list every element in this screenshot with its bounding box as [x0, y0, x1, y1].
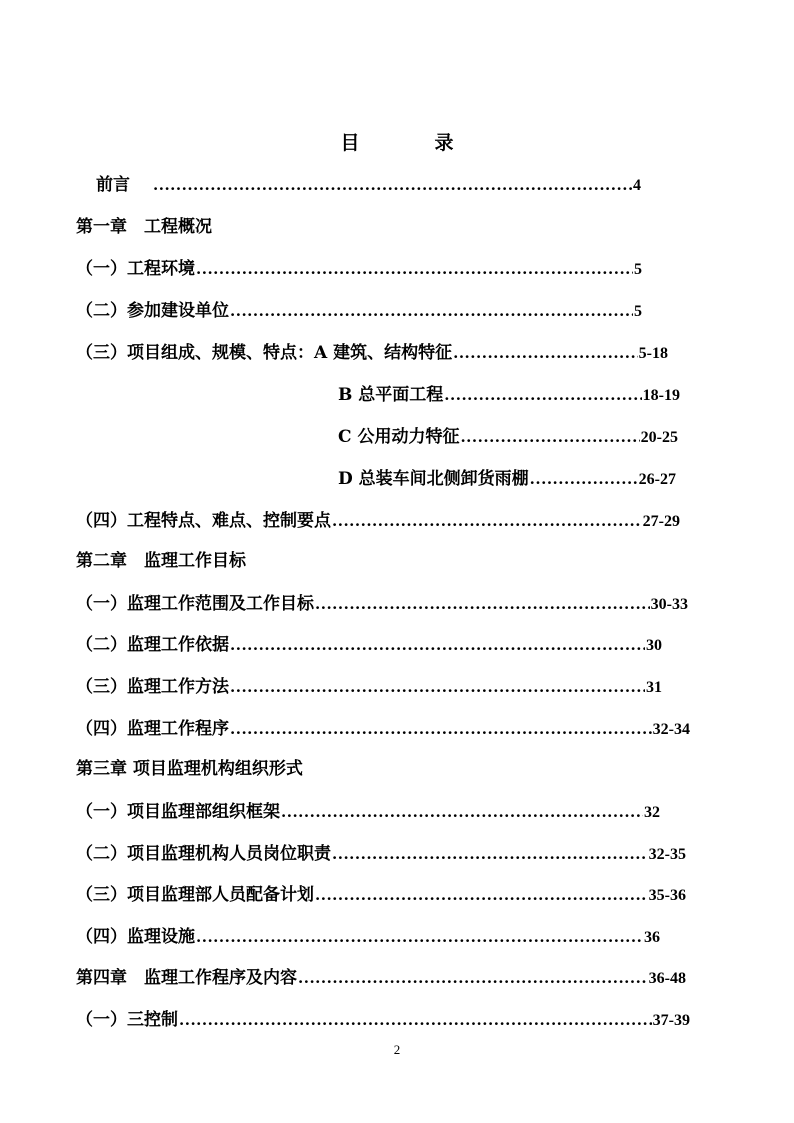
toc-leader-dots — [530, 470, 638, 488]
toc-leader-dots — [179, 1011, 652, 1029]
toc-entry-label: （二）项目监理机构人员岗位职责 — [76, 844, 331, 864]
toc-entry[interactable] — [76, 672, 662, 698]
toc-leader-dots — [444, 386, 641, 404]
toc-entry-label: C 公用动力特征 — [338, 427, 460, 447]
toc-entry-page: 32-35 — [648, 846, 686, 863]
toc-leader-dots — [332, 845, 648, 863]
toc-entry-label: D 总装车间北侧卸货雨棚 — [338, 469, 529, 489]
toc-entry[interactable] — [76, 254, 642, 280]
toc-entry-label: 第四章 监理工作程序及内容 — [76, 968, 297, 988]
toc-entry-page: 36 — [644, 929, 660, 946]
toc-leader-dots — [230, 636, 645, 654]
toc-entry-label: （四）监理工作程序 — [76, 719, 229, 739]
toc-entry-label: （一）项目监理部组织框架 — [76, 802, 280, 822]
toc-leader-dots — [460, 428, 639, 446]
toc-entry[interactable] — [338, 464, 676, 490]
toc-entry-page: 30-33 — [650, 596, 688, 613]
page-number: 2 — [393, 1042, 401, 1057]
toc-leader-dots — [281, 803, 643, 821]
toc-chapter-heading-1[interactable]: 第一章 工程概况 — [76, 217, 212, 237]
toc-entry-page: 35-36 — [648, 887, 686, 904]
toc-entry-label: （三）项目组成、规模、特点：A 建筑、结构特征 — [76, 343, 453, 363]
toc-leader-dots — [196, 928, 643, 946]
toc-chapter-heading-2[interactable]: 第二章 监理工作目标 — [76, 551, 246, 571]
toc-entry-page: 32 — [644, 804, 660, 821]
toc-entry-label: （三）监理工作方法 — [76, 677, 229, 697]
toc-entry[interactable] — [76, 714, 690, 740]
toc-leader-dots — [453, 344, 638, 362]
toc-entry-chapter-4[interactable] — [76, 963, 686, 989]
toc-entry-label: （四）监理设施 — [76, 927, 195, 947]
toc-leader-dots — [230, 302, 633, 320]
toc-entry-preface[interactable] — [96, 170, 641, 196]
toc-entry-label: （二）监理工作依据 — [76, 635, 229, 655]
toc-entry-page: 32-34 — [652, 721, 690, 738]
toc-entry[interactable] — [76, 880, 686, 906]
toc-entry[interactable] — [338, 380, 680, 406]
toc-entry-label: （一）工程环境 — [76, 259, 195, 279]
toc-entry-page: 5-18 — [638, 345, 668, 362]
toc-entry-label: B 总平面工程 — [338, 385, 444, 405]
toc-entry[interactable] — [76, 839, 686, 865]
toc-entry[interactable] — [76, 797, 660, 823]
toc-entry-page: 5 — [634, 261, 642, 278]
toc-leader-dots — [196, 260, 633, 278]
toc-entry-page: 20-25 — [640, 429, 678, 446]
toc-entry-page: 37-39 — [652, 1012, 690, 1029]
toc-entry[interactable] — [76, 506, 680, 532]
toc-entry-page: 31 — [646, 679, 662, 696]
toc-entry[interactable] — [76, 296, 642, 322]
toc-entry-page: 4 — [633, 177, 641, 194]
toc-entry-label: （四）工程特点、难点、控制要点 — [76, 511, 331, 531]
toc-leader-dots — [315, 886, 648, 904]
toc-entry-page: 5 — [634, 303, 642, 320]
toc-leader-dots — [153, 176, 632, 194]
toc-entry-label: 前言 — [96, 175, 130, 195]
toc-entry-label: （一）三控制 — [76, 1010, 178, 1030]
toc-entry-page: 18-19 — [642, 387, 680, 404]
toc-entry-page: 36-48 — [648, 970, 686, 987]
toc-leader-dots — [298, 969, 648, 987]
toc-entry[interactable] — [76, 589, 688, 615]
toc-entry[interactable] — [338, 422, 678, 448]
toc-entry-page: 26-27 — [638, 471, 676, 488]
toc-entry-label: （一）监理工作范围及工作目标 — [76, 594, 314, 614]
toc-leader-dots — [230, 678, 645, 696]
toc-title: 目 录 — [340, 132, 482, 154]
toc-leader-dots — [332, 512, 642, 530]
toc-entry[interactable] — [76, 922, 660, 948]
toc-entry-label: （二）参加建设单位 — [76, 301, 229, 321]
toc-leader-dots — [315, 595, 650, 613]
toc-entry[interactable] — [76, 1005, 690, 1031]
toc-entry-label: （三）项目监理部人员配备计划 — [76, 885, 314, 905]
toc-entry[interactable] — [76, 338, 668, 364]
toc-leader-dots — [230, 720, 652, 738]
toc-entry[interactable] — [76, 630, 662, 656]
toc-chapter-heading-3[interactable]: 第三章 项目监理机构组织形式 — [76, 759, 303, 779]
toc-entry-page: 30 — [646, 637, 662, 654]
toc-entry-page: 27-29 — [642, 513, 680, 530]
